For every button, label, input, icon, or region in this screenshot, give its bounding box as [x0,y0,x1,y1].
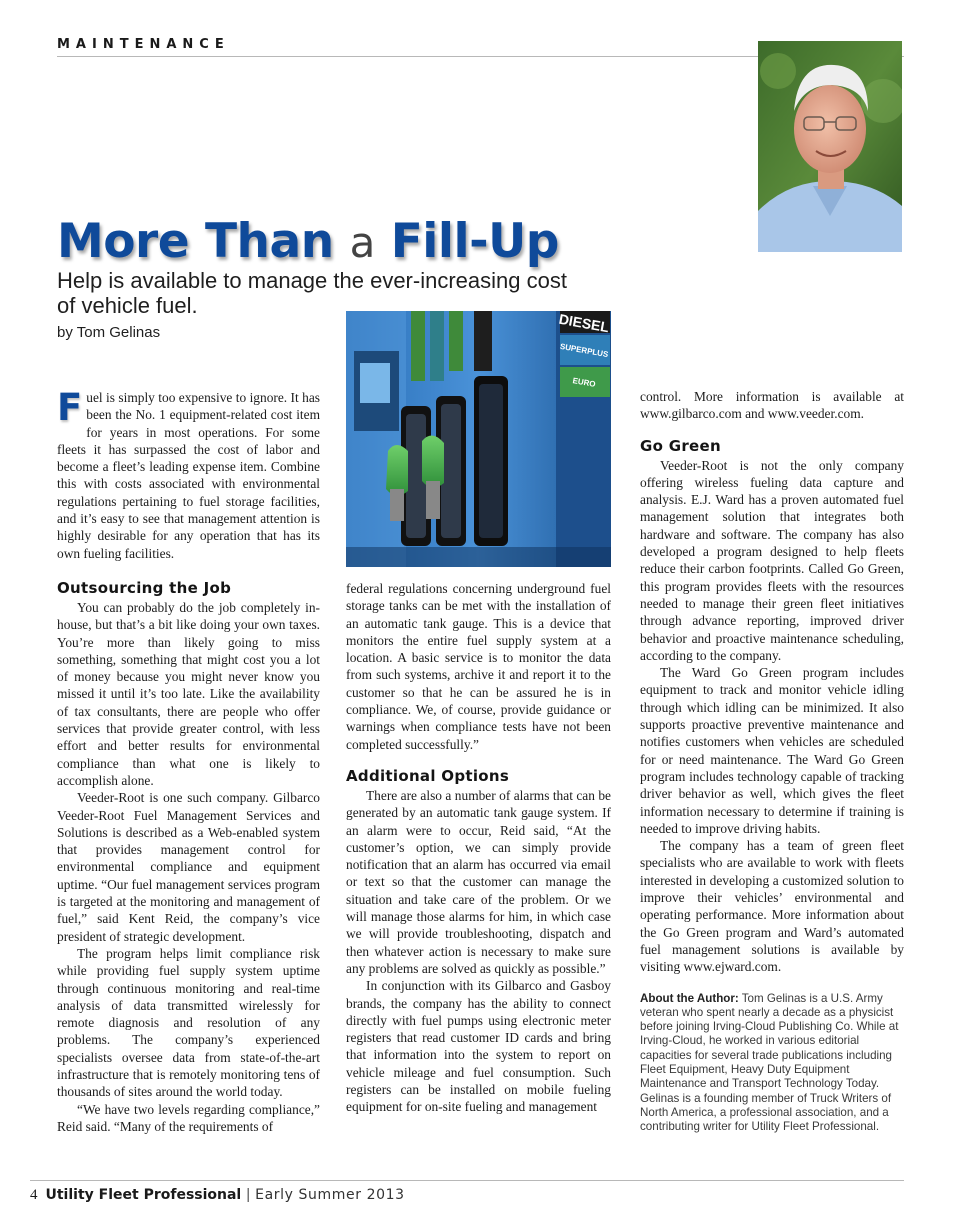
footer-divider [30,1180,904,1181]
author-note-text: Tom Gelinas is a U.S. Army veteran who spent nearly a decade as a physicist before joining Irving-Cloud Publishing Co. While at Irving-Cloud, he worked in various editorial capacities for several trade publications including Fleet Equipment, Heavy Duty Equipment Maintenance and Transport Technology Today. Gelinas is a founding member of Truck Writers of North America, a professional association, and a contributing writer for Utility Fleet Professional. [640,991,899,1134]
paragraph: The program helps limit compliance risk while providing fuel supply system uptime through continuous monitoring and real-time analysis of data transmitted wirelessly for remote diagnosis and resolution of any problems. The company’s experienced specialists oversee data from state-of-the-art infrastructure that is remotely monitoring tens of thousands of sites around the world today. [57,945,320,1100]
footer-separator: | [246,1186,251,1203]
paragraph: The Ward Go Green program includes equipment to track and monitor vehicle idling through which idling can be minimized. It also supports proactive preventive maintenance and notifies customers when vehicles are scheduled for or need maintenance. The Ward Go Green program includes technology capable of tracking driver behavior as well, which gives the fleet information necessary to determine if training is needed to improve driving habits. [640,665,904,836]
author-portrait [758,41,902,252]
paragraph: federal regulations concerning underground fuel storage tanks can be met with the installation of an automatic tank gauge. This is a device that monitors the entire fuel supply system at a location. A basic service is to monitor the data from such systems, archive it and report it to the customer so that he can be assured he is in compliance. We, of course, provide guidance or warnings when compliance tests have not been completed successfully.” [346,581,611,752]
intro-column [57,386,320,562]
superplus-sign-label: SUPERPLUS [559,341,609,360]
article-byline: by Tom Gelinas [57,324,161,341]
heading-go-green: Go Green [640,436,721,455]
article-subtitle: Help is available to manage the ever-increasing cost of vehicle fuel. [57,268,567,318]
author-note-label: About the Author: [640,991,739,1005]
middle-column [346,580,611,1116]
paragraph: You can probably do the job completely in-house, but that’s a bit like doing your own taxes. You’re more than likely going to miss something, something that might cost you a lot of money because you might never know you missed it until it’s too late. Like the availability of tax consultants, there are people who offer services that provide greater control, with less effort and better results for environmental compliance than what one is likely to accomplish alone. [57,600,320,788]
paragraph: The company has a team of green fleet specialists who are available to work with fleets interested in developing a customized solution to improve their vehicles’ environmental and operating performance. More information about the Go Green program and Ward’s automated fuel management solutions is available by visiting www.ejward.com. [640,838,904,975]
diesel-sign-label: DIESEL [557,311,611,336]
drop-cap: F [57,386,83,429]
euro-sign-label: EURO [571,376,597,389]
paragraph: In conjunction with its Gilbarco and Gasboy brands, the company has the ability to connect directly with fuel pumps using electronic meter registers that read customer ID cards and bring that information into the system to report on vehicle mileage and fuel consumption. Such registers can be installed on mobile fueling equipment for on-site fueling and management [346,978,611,1115]
page-number: 4 [30,1187,38,1203]
issue-date: Early Summer 2013 [255,1187,405,1203]
paragraph: control. More information is available at www.gilbarco.com and www.veeder.com. [640,389,904,422]
magazine-name: Utility Fleet Professional [45,1187,242,1203]
left-column [57,571,320,1135]
author-note [640,992,904,1135]
heading-additional-options: Additional Options [346,766,510,785]
fuel-pump-photo [346,311,611,567]
page-footer [30,1186,405,1204]
heading-outsourcing: Outsourcing the Job [57,579,232,597]
paragraph: “We have two levels regarding compliance,” Reid said. “Many of the requirements of [57,1101,320,1134]
section-label: MAINTENANCE [57,37,230,52]
paragraph: Veeder-Root is not the only company offering wireless fueling data capture and analysis. E.J. Ward has a proven automated fuel management solution that integrates both hardware and software. The company has also developed a program designed to help fleets reduce their carbon footprints. Called Go Green, this program provides fleets with the resources needed to manage their green fleet initiatives through advance reporting, improved driver behavior and proactive maintenance scheduling, according to the company. [640,457,904,663]
intro-paragraph: Fuel is simply too expensive to ignore. It has been the No. 1 equipment-related cost item for years in most operations. For some fleets it has surpassed the cost of labor and become a fleet’s leading expense item. Combine this with costs associated with environmental regulations pertaining to fuel storage facilities, and it’s easy to see that management attention is highly desirable for any operation that has its own fueling facilities. [57,386,320,561]
article-headline: More Than a Fill-Up [57,214,559,269]
right-column [640,388,904,1134]
paragraph: Veeder-Root is one such company. Gilbarco Veeder-Root Fuel Management Services and Solutions is described as a Web-enabled system that provides management control for environmental compliance and equipment uptime. “Our fuel management services program is targeted at the monitoring and management of fuel,” said Kent Reid, the company’s vice president of strategic development. [57,790,320,944]
paragraph: There are also a number of alarms that can be generated by an automatic tank gauge system. If an alarm were to occur, Reid said, “At the customer’s option, we can simply provide notification that an alarm has occurred via email or text so that the customer can manage the situation and take care of the problem. Or we will manage those alarms for him, in which case we will provide troubleshooting, dispatch and then whatever action is necessary to make sure any problems are solved as quickly as possible.” [346,787,611,976]
